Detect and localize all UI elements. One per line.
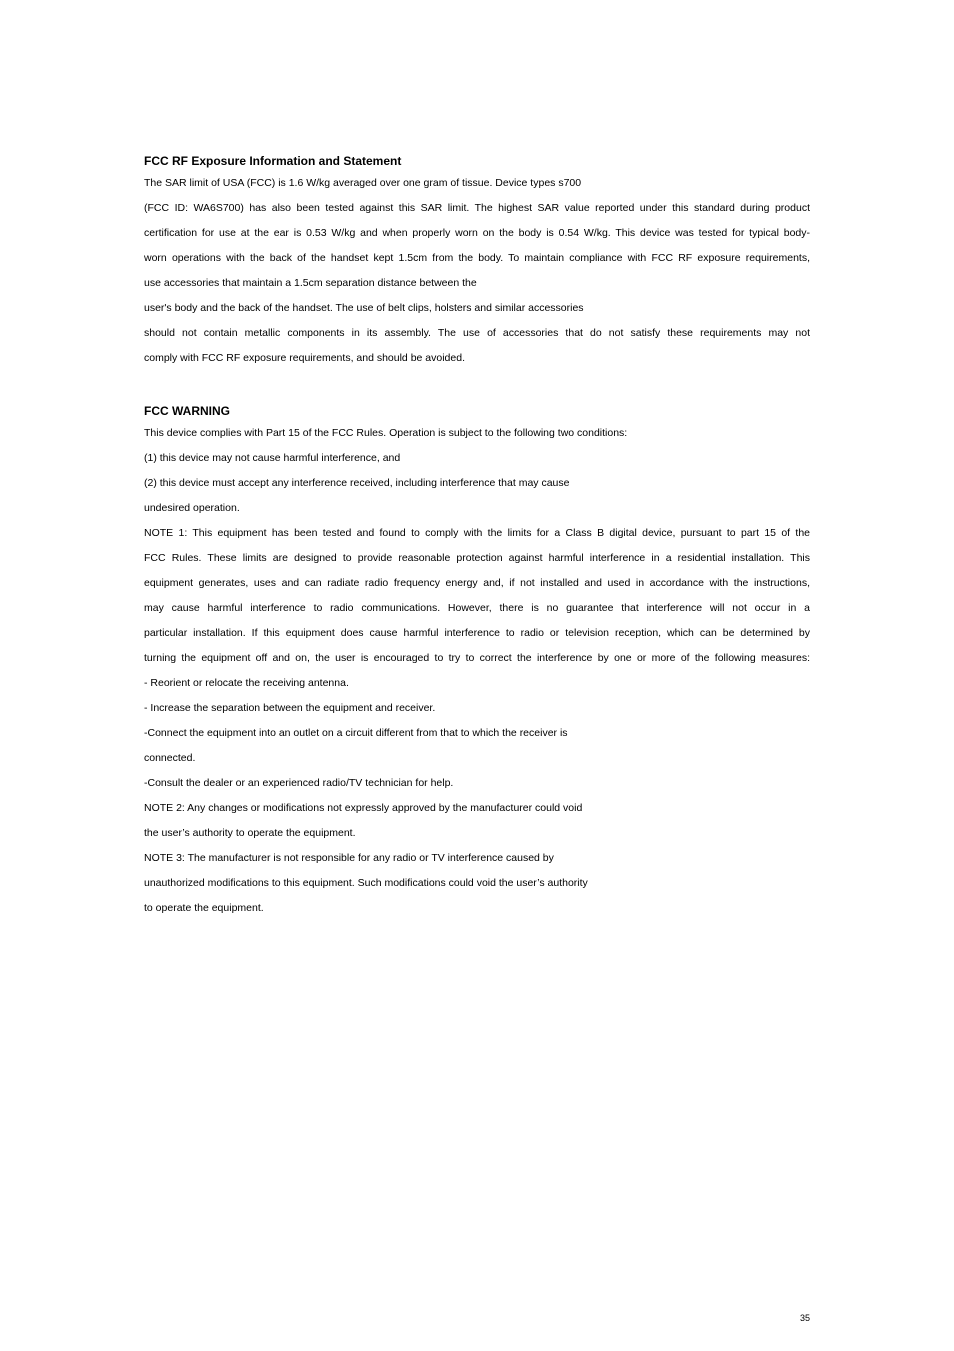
- text-line: undesired operation.: [144, 502, 240, 514]
- text-line: FCC Rules. These limits are designed to provide reasonable protection against harmful interference in a residential installation. This: [144, 552, 810, 564]
- fcc-warning-section: [144, 402, 810, 924]
- section-heading: FCC RF Exposure Information and Statement: [144, 154, 402, 168]
- fcc-rf-exposure-section: [144, 152, 810, 374]
- text-line: to operate the equipment.: [144, 902, 264, 914]
- section-body: [144, 174, 810, 374]
- text-line: (1) this device may not cause harmful interference, and: [144, 452, 401, 464]
- section-heading: FCC WARNING: [144, 404, 230, 418]
- text-line: NOTE 1: This equipment has been tested and found to comply with the limits for a Class B digital device, pursuant to part 15 of the: [144, 527, 810, 539]
- text-line: (FCC ID: WA6S700) has also been tested against this SAR limit. The highest SAR value reported under this standard during product: [144, 202, 810, 214]
- text-line: connected.: [144, 752, 196, 764]
- text-line: The SAR limit of USA (FCC) is 1.6 W/kg averaged over one gram of tissue. Device types s700: [144, 177, 582, 189]
- text-line: equipment generates, uses and can radiate radio frequency energy and, if not installed and used in accordance with the instructions,: [144, 577, 810, 589]
- text-line: (2) this device must accept any interference received, including interference that may cause: [144, 477, 570, 489]
- text-line: - Increase the separation between the equipment and receiver.: [144, 702, 436, 714]
- text-line: unauthorized modifications to this equipment. Such modifications could void the user’s authority: [144, 877, 588, 889]
- text-line: turning the equipment off and on, the user is encouraged to try to correct the interference by one or more of the following measures:: [144, 652, 810, 664]
- text-line: should not contain metallic components in its assembly. The use of accessories that do not satisfy these requirements may not: [144, 327, 810, 339]
- text-line: user's body and the back of the handset. The use of belt clips, holsters and similar accessories: [144, 302, 584, 314]
- section-body: [144, 424, 810, 924]
- text-line: -Consult the dealer or an experienced radio/TV technician for help.: [144, 777, 454, 789]
- text-line: NOTE 3: The manufacturer is not responsible for any radio or TV interference caused by: [144, 852, 554, 864]
- text-line: the user’s authority to operate the equipment.: [144, 827, 356, 839]
- text-line: NOTE 2: Any changes or modifications not expressly approved by the manufacturer could void: [144, 802, 583, 814]
- text-line: worn operations with the back of the handset kept 1.5cm from the body. To maintain compliance with FCC RF exposure requirements,: [144, 252, 810, 264]
- text-line: comply with FCC RF exposure requirements, and should be avoided.: [144, 352, 465, 364]
- page-number: 35: [799, 1313, 810, 1323]
- text-line: use accessories that maintain a 1.5cm separation distance between the: [144, 277, 477, 289]
- text-line: may cause harmful interference to radio communications. However, there is no guarantee that interference will not occur in a: [144, 602, 810, 614]
- document-page: [144, 152, 810, 924]
- text-line: particular installation. If this equipment does cause harmful interference to radio or television reception, which can be determined by: [144, 627, 810, 639]
- text-line: -Connect the equipment into an outlet on a circuit different from that to which the receiver is: [144, 727, 568, 739]
- text-line: certification for use at the ear is 0.53 W/kg and when properly worn on the body is 0.54 W/kg. This device was tested for typical body-: [144, 227, 810, 239]
- text-line: - Reorient or relocate the receiving antenna.: [144, 677, 349, 689]
- text-line: This device complies with Part 15 of the FCC Rules. Operation is subject to the following two conditions:: [144, 427, 628, 439]
- section-spacer: [144, 374, 810, 402]
